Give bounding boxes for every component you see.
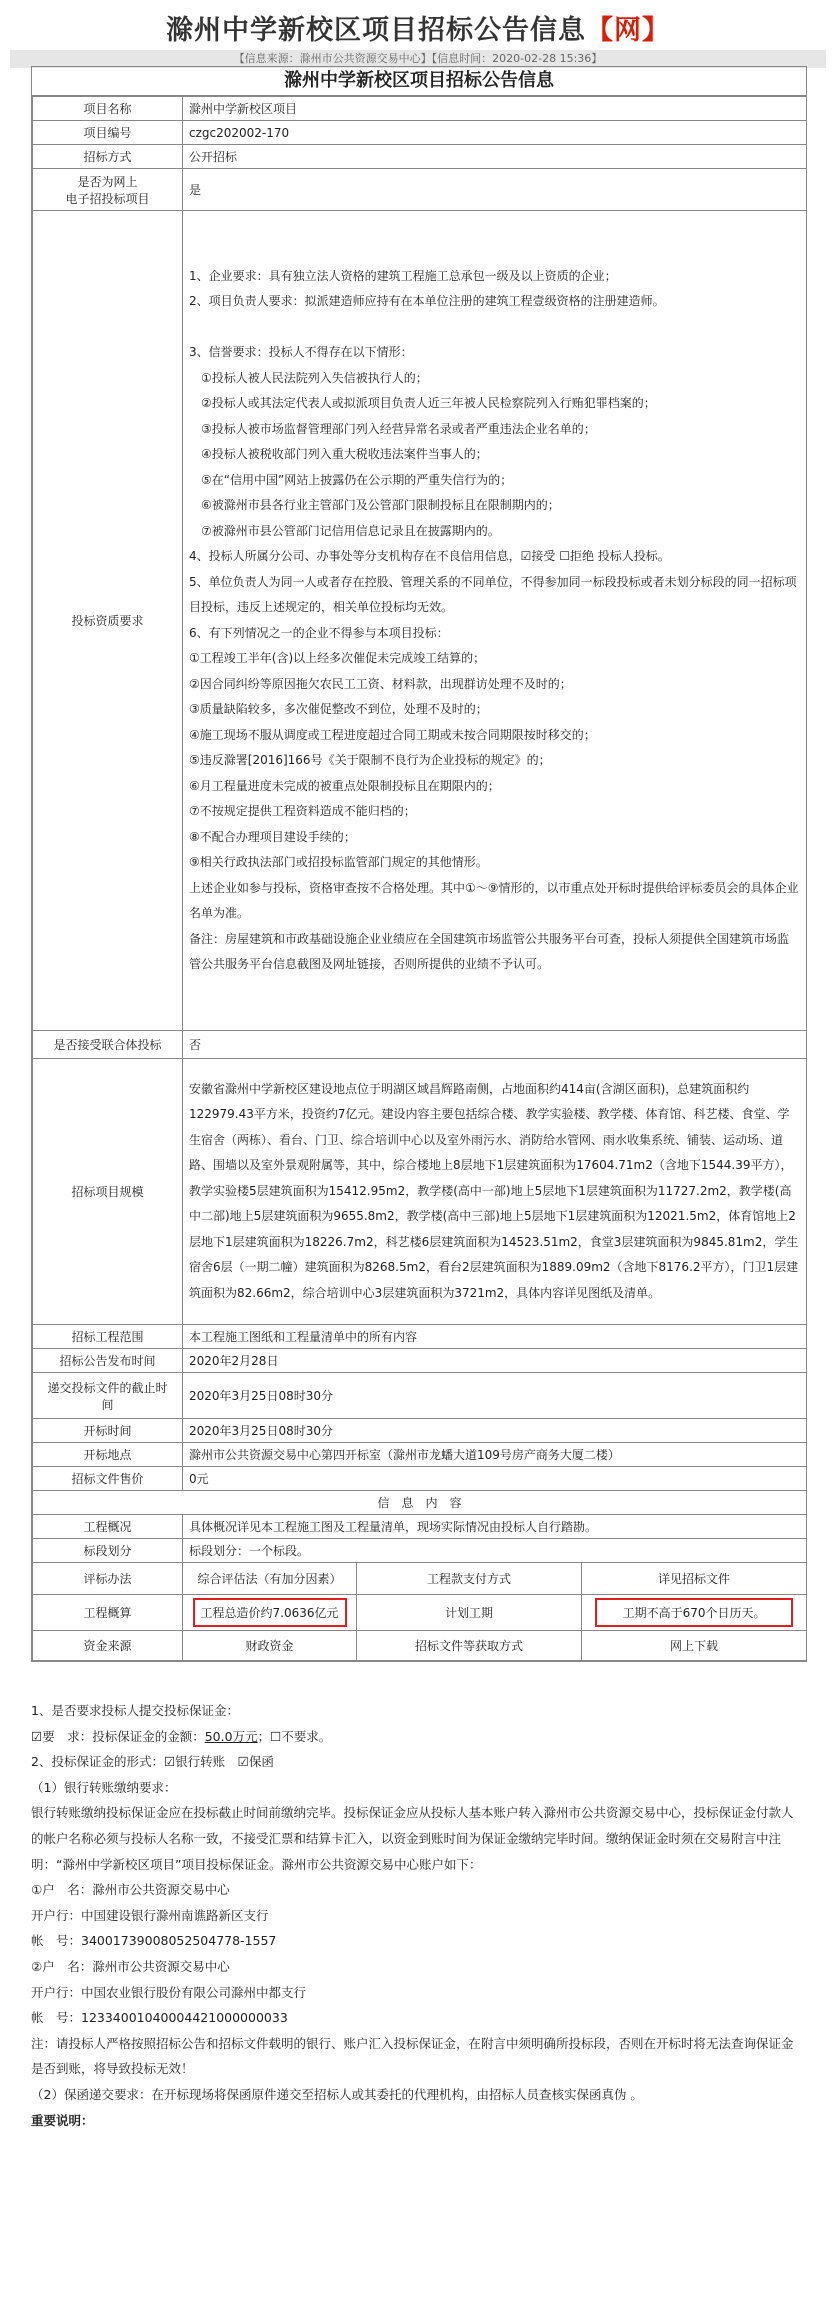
label-scale: 招标项目规模	[33, 1059, 183, 1325]
label-online-1: 是否为网上	[77, 174, 138, 189]
row-budget	[33, 1595, 807, 1631]
account-line: 帐 号：12334001040004421000000033	[31, 2010, 288, 2026]
label-publish: 招标公告发布时间	[33, 1349, 183, 1373]
req-line: ①投标人被人民法院列入失信被执行人的；	[201, 370, 428, 385]
label-online-2: 电子招投标项目	[65, 191, 150, 206]
label-qualification: 投标资质要求	[33, 211, 183, 1031]
document-title: 滁州中学新校区项目招标公告信息	[32, 67, 806, 96]
label-project-no: 项目编号	[33, 121, 183, 145]
req-line: 4、投标人所属分公司、办事处等分支机构存在不良信用信息，☑接受 ☐拒绝 投标人投标。	[189, 549, 670, 563]
label-scope: 招标工程范围	[33, 1325, 183, 1349]
value-joint: 否	[183, 1031, 807, 1059]
deposit-paragraph: 银行转账缴纳投标保证金应在投标截止时间前缴纳完毕。投标保证金应从投标人基本账户转入滁州市公共资源交易中心，投标保证金付款人的帐户名称必须与投标人名称一致，不接受汇票和结算卡汇入，以资金到账时间为保证金缴纳完毕时间。缴纳保证金时须在交易附言中注明：“滁州中学新校区项目”项目投标保证金。滁州市公共资源交易中心账户如下：	[31, 1805, 794, 1872]
row-method	[33, 145, 807, 169]
label-opening-time: 开标时间	[33, 1419, 183, 1443]
req-line: ③质量缺陷较多，多次催促整改不到位，处理不及时的；	[189, 702, 488, 716]
req-line: ⑦不按规定提供工程资料造成不能归档的；	[189, 804, 416, 818]
value-schedule-cell	[582, 1595, 807, 1631]
source-info-bar: 【信息来源：滁州市公共资源交易中心】【信息时间：2020-02-28 15:36】	[10, 50, 826, 68]
req-line: ⑤违反滁署[2016]166号《关于限制不良行为企业投标的规定》的；	[189, 753, 551, 767]
req-line: 3、信誉要求：投标人不得存在以下情形：	[189, 345, 413, 359]
deposit-amount-label: 要 求：投标保证金的金额：	[42, 1728, 205, 1744]
label-eval: 评标办法	[33, 1563, 183, 1595]
deposit-amount: 50.0万元	[204, 1728, 258, 1744]
value-budget-cell	[183, 1595, 357, 1631]
value-method: 公开招标	[183, 145, 807, 169]
value-eval: 综合评估法（有加分因素）	[183, 1563, 357, 1595]
label-deadline-1: 递交投标文件的截止时	[47, 1380, 168, 1395]
label-overview: 工程概况	[33, 1515, 183, 1539]
row-scale	[33, 1059, 807, 1325]
req-line: ②投标人或其法定代表人或拟派项目负责人近三年被人民检察院列入行贿犯罪档案的；	[201, 396, 656, 410]
req-line: ⑦被滁州市县公管部门记信用信息记录且在披露期内的。	[201, 523, 500, 538]
label-funding: 资金来源	[33, 1631, 183, 1661]
deposit-section	[31, 1698, 805, 2133]
value-online: 是	[183, 169, 807, 211]
req-line: ④投标人被税收部门列入重大税收违法案件当事人的；	[201, 447, 488, 461]
notice-table	[32, 96, 807, 1661]
row-project-no	[33, 121, 807, 145]
value-deadline: 2020年3月25日08时30分	[183, 1373, 807, 1419]
req-line: ①工程竣工半年(含)以上经多次催促未完成竣工结算的；	[189, 651, 486, 665]
important-heading: 重要说明：	[31, 2112, 94, 2128]
req-line: ⑤在“信用中国”网站上披露仍在公示期的严重失信行为的；	[201, 472, 513, 487]
value-budget: 工程总造价约7.0636亿元	[193, 1598, 347, 1627]
value-opening-time: 2020年3月25日08时30分	[183, 1419, 807, 1443]
req-line: ④施工现场不服从调度或工程进度超过合同工期或未按合同期限按时移交的；	[189, 727, 596, 742]
value-overview: 具体概况详见本工程施工图及工程量清单，现场实际情况由投标人自行踏勘。	[183, 1515, 807, 1539]
deposit-not-required: ；☐不要求。	[257, 1728, 332, 1744]
page-title	[0, 0, 836, 46]
value-payment: 详见招标文件	[582, 1563, 807, 1595]
req-line: ⑥被滁州市县各行业主管部门及公管部门限制投标且在限制期内的；	[201, 498, 560, 512]
label-opening-place: 开标地点	[33, 1443, 183, 1467]
req-line	[189, 315, 800, 341]
row-overview	[33, 1515, 807, 1539]
value-price: 0元	[183, 1467, 807, 1491]
deposit-amount-line	[31, 1724, 805, 1750]
req-line: ③投标人被市场监督管理部门列入经营异常名录或者严重违法企业名单的；	[201, 421, 596, 436]
value-project-name: 滁州中学新校区项目	[183, 97, 807, 121]
account-line: 帐 号：34001739008052504778-1557	[31, 1933, 277, 1949]
label-budget: 工程概算	[33, 1595, 183, 1631]
value-lots: 标段划分：一个标段。	[183, 1539, 807, 1563]
row-project-name	[33, 97, 807, 121]
label-deadline-2: 间	[101, 1397, 114, 1412]
req-line: 2、项目负责人要求：拟派建造师应持有在本单位注册的建筑工程壹级资格的注册建造师。	[189, 294, 665, 308]
label-deadline	[33, 1373, 183, 1419]
req-line: ⑥月工程量进度未完成的被重点处限制投标且在期限内的；	[189, 778, 500, 793]
scale-paragraph: 安徽省滁州中学新校区建设地点位于明湖区域昌辉路南侧，占地面积约414亩(含湖区面积)，总建筑面积约122979.43平方米，投资约7亿元。建设内容主要包括综合楼、教学实验楼、教学楼、体育馆、科艺楼、食堂、学生宿舍（两栋）、看台、门卫、综合培训中心以及室外雨污水、消防给水管网、雨水收集系统、铺装、运动场、道路、围墙以及室外景观附属等，其中，综合楼地上8层地下1层建筑面积为17604.71m2（含地下1544.39平方），教学实验楼5层建筑面积为15412.95m2，教学楼(高中一部)地上5层地下1层建筑面积为11727.2m2，教学楼(高中二部)地上5层建筑面积为9655.8m2，教学楼(高中三部)地上5层地下1层建筑面积为12021.5m2，体育馆地上2层地下1层建筑面积为18226.7m2，科艺楼6层建筑面积为14523.51m2，食堂3层建筑面积为9845.81m2，学生宿舍6层（一期二幢）建筑面积为8268.5m2，看台2层建筑面积为1889.09m2（含地下8176.2平方），门卫1层建筑面积为82.66m2，综合培训中心3层建筑面积为3721m2，具体内容详见图纸及清单。	[189, 1081, 799, 1300]
qualification-text	[183, 211, 807, 1031]
row-opening-time	[33, 1419, 807, 1443]
deposit-line: 2、投标保证金的形式：☑银行转账 ☑保函	[31, 1754, 274, 1770]
row-lots	[33, 1539, 807, 1563]
deposit-note: 注：请投标人严格按照招标公告和招标文件载明的银行、账户汇入投标保证金，在附言中须明确所投标段，否则在开标时将无法查询保证金是否到账，将导致投标无效！	[31, 2035, 794, 2077]
account-line: 开户行：中国建设银行滁州南谯路新区支行	[31, 1907, 269, 1923]
deposit-line: 1、是否要求投标人提交投标保证金：	[31, 1703, 239, 1718]
row-opening-place	[33, 1443, 807, 1467]
account-line: ②户 名：滁州市公共资源交易中心	[31, 1958, 230, 1974]
value-opening-place: 滁州市公共资源交易中心第四开标室（滁州市龙蟠大道109号房产商务大厦二楼）	[183, 1443, 807, 1467]
row-funding	[33, 1631, 807, 1661]
value-scope: 本工程施工图纸和工程量清单中的所有内容	[183, 1325, 807, 1349]
checked-box-icon: ☑	[31, 1728, 43, 1744]
req-line: ⑨相关行政执法部门或招投标监管部门规定的其他情形。	[189, 855, 488, 869]
label-lots: 标段划分	[33, 1539, 183, 1563]
value-schedule: 工期不高于670个日历天。	[595, 1598, 794, 1627]
req-line: 上述企业如参与投标，资格审查按不合格处理。其中①～⑨情形的，以市重点处开标时提供给评标委员会的具体企业名单为准。	[189, 880, 799, 920]
req-line: ②因合同纠纷等原因拖欠农民工工资、材料款，出现群访处理不及时的；	[189, 676, 572, 691]
row-price	[33, 1467, 807, 1491]
row-info-header	[33, 1491, 807, 1515]
req-line: 5、单位负责人为同一人或者存在控股、管理关系的不同单位，不得参加同一标段投标或者未划分标段的同一招标项目投标，违反上述规定的，相关单位投标均无效。	[189, 574, 797, 614]
label-project-name: 项目名称	[33, 97, 183, 121]
req-line: ⑧不配合办理项目建设手续的；	[189, 829, 356, 844]
req-line: 6、有下列情况之一的企业不得参与本项目投标：	[189, 625, 449, 640]
label-joint: 是否接受联合体投标	[33, 1031, 183, 1059]
row-deadline	[33, 1373, 807, 1419]
deposit-line: （1）银行转账缴纳要求：	[31, 1779, 177, 1795]
req-line: 备注：房屋建筑和市政基础设施企业业绩应在全国建筑市场监管公共服务平台可查，投标人须提供全国建筑市场监管公共服务平台信息截图及网址链接，否则所提供的业绩不予认可。	[189, 931, 790, 971]
row-publish	[33, 1349, 807, 1373]
label-online	[33, 169, 183, 211]
row-eval	[33, 1563, 807, 1595]
value-funding: 财政资金	[183, 1631, 357, 1661]
row-online	[33, 169, 807, 211]
value-project-no: czgc202002-170	[183, 121, 807, 145]
row-joint	[33, 1031, 807, 1059]
info-content-header: 信 息 内 容	[33, 1491, 807, 1515]
notice-document	[31, 66, 807, 1662]
value-obtain: 网上下载	[582, 1631, 807, 1661]
req-line: 1、企业要求：具有独立法人资格的建筑工程施工总承包一级及以上资质的企业；	[189, 268, 617, 283]
brand-tag: 【网】	[586, 15, 670, 46]
row-qualification	[33, 211, 807, 1031]
value-publish: 2020年2月28日	[183, 1349, 807, 1373]
label-payment: 工程款支付方式	[357, 1563, 582, 1595]
label-schedule: 计划工期	[357, 1595, 582, 1631]
account-line: ①户 名：滁州市公共资源交易中心	[31, 1882, 230, 1898]
label-obtain: 招标文件等获取方式	[357, 1631, 582, 1661]
account-line: 开户行：中国农业银行股份有限公司滁州中都支行	[31, 1984, 307, 2000]
row-scope	[33, 1325, 807, 1349]
label-method: 招标方式	[33, 145, 183, 169]
page-title-text: 滁州中学新校区项目招标公告信息	[166, 15, 586, 46]
guarantee-line: （2）保函递交要求：在开标现场将保函原件递交至招标人或其委托的代理机构，由招标人员查核实保函真伪 。	[31, 2086, 643, 2102]
scale-text	[183, 1059, 807, 1325]
label-price: 招标文件售价	[33, 1467, 183, 1491]
